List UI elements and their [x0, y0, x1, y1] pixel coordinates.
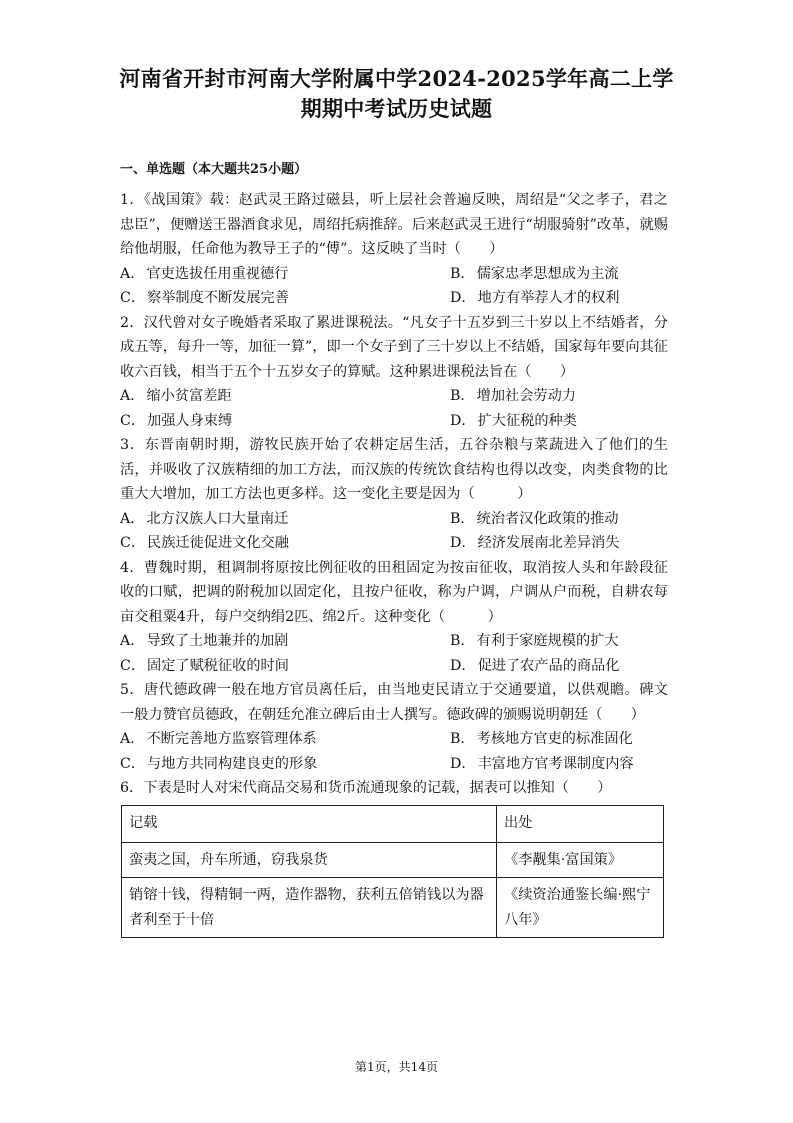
- option-key: D．: [450, 657, 476, 674]
- option-text: 地方有举荐人才的权利: [477, 290, 620, 306]
- question-6: [120, 776, 668, 801]
- option-b[interactable]: [450, 507, 668, 532]
- option-b[interactable]: [450, 384, 668, 409]
- option-key: A．: [120, 510, 145, 527]
- option-key: C．: [120, 412, 146, 429]
- table-cell: 《续资治通鉴长编·熙宁八年》: [497, 878, 664, 938]
- table-cell: 销镕十钱，得精铜一两，造作器物，获利五倍销钱以为器者利至于十倍: [122, 878, 497, 938]
- option-text: 有利于家庭规模的扩大: [476, 633, 619, 649]
- question-1: [120, 188, 668, 311]
- option-c[interactable]: [120, 531, 450, 556]
- option-text: 经济发展南北差异消失: [477, 535, 620, 551]
- option-d[interactable]: [450, 531, 668, 556]
- option-key: D．: [450, 412, 476, 429]
- exam-title-line-1: 河南省开封市河南大学附属中学2024-2025学年高二上学: [119, 66, 674, 91]
- option-key: A．: [120, 633, 145, 649]
- option-key: B．: [450, 731, 475, 747]
- option-c[interactable]: [120, 654, 450, 679]
- option-key: A．: [120, 731, 145, 747]
- option-key: B．: [450, 388, 475, 404]
- option-text: 与地方共同构建良吏的形象: [147, 755, 318, 772]
- option-c[interactable]: [120, 409, 450, 434]
- option-text: 固定了赋税征收的时间: [147, 657, 289, 674]
- record-table: [121, 805, 664, 939]
- page-number-footer: 第1页，共14页: [355, 1060, 438, 1074]
- option-a[interactable]: [120, 262, 450, 287]
- option-text: 缩小贫富差距: [146, 388, 232, 404]
- option-text: 不断完善地方监察管理体系: [146, 731, 317, 747]
- option-list: [120, 507, 668, 556]
- option-key: B．: [450, 510, 475, 527]
- option-key: C．: [120, 535, 146, 551]
- option-text: 儒家忠孝思想成为主流: [476, 265, 619, 282]
- question-3: [120, 433, 668, 556]
- option-key: D．: [450, 755, 476, 772]
- option-text: 察举制度不断发展完善: [147, 290, 289, 306]
- question-stem: 1．《战国策》载：赵武灵王路过磁县，听上层社会普遍反映，周绍是“父之孝子，君之忠臣”，便赠送王器酒食求见，周绍托病推辞。后来赵武灵王进行“胡服骑射”改革，就赐给他胡服，任命他为教导王子的“傅”。这反映了当时（ ）: [120, 192, 668, 257]
- option-key: A．: [120, 265, 145, 282]
- option-key: D．: [450, 290, 476, 306]
- question-5: [120, 678, 668, 776]
- option-d[interactable]: [450, 752, 668, 777]
- question-4: [120, 556, 668, 679]
- option-key: C．: [120, 657, 146, 674]
- option-list: [120, 629, 668, 678]
- option-b[interactable]: [450, 629, 668, 654]
- option-key: B．: [450, 633, 475, 649]
- option-key: B．: [450, 265, 475, 282]
- option-b[interactable]: [450, 727, 668, 752]
- option-list: [120, 262, 668, 311]
- option-c[interactable]: [120, 752, 450, 777]
- option-text: 加强人身束缚: [147, 412, 233, 429]
- table-row: [122, 878, 664, 938]
- option-d[interactable]: [450, 654, 668, 679]
- option-text: 考核地方官吏的标准固化: [476, 731, 633, 747]
- option-text: 导致了土地兼并的加剧: [146, 633, 289, 649]
- option-d[interactable]: [450, 286, 668, 311]
- table-header-row: [122, 805, 664, 842]
- table-cell: 《李觏集·富国策》: [497, 842, 664, 878]
- option-text: 统治者汉化政策的推动: [476, 510, 619, 527]
- questions-area: [120, 188, 668, 938]
- option-c[interactable]: [120, 286, 450, 311]
- option-text: 促进了农产品的商品化: [477, 657, 620, 674]
- question-stem: 3．东晋南朝时期，游牧民族开始了农耕定居生活，五谷杂粮与菜蔬进入了他们的生活，并吸收了汉族精细的加工方法，而汉族的传统饮食结构也得以改变，肉类食物的比重大大增加，加工方法也更多样。这一变化主要是因为（ ）: [120, 437, 668, 502]
- option-b[interactable]: [450, 262, 668, 287]
- option-text: 民族迁徙促进文化交融: [147, 535, 289, 551]
- exam-title-line-2: 期期中考试历史试题: [300, 96, 493, 121]
- table-header-cell: 记载: [122, 805, 497, 842]
- option-text: 北方汉族人口大量南迁: [146, 510, 289, 527]
- question-2: [120, 311, 668, 434]
- question-stem: 2．汉代曾对女子晚婚者采取了累进课税法。“凡女子十五岁到三十岁以上不结婚者，分成五等，每升一等，加征一算”，即一个女子到了三十岁以上不结婚，国家每年要向其征收六百钱，相当于五个十五岁女子的算赋。这种累进课税法旨在（ ）: [120, 314, 668, 380]
- table-header-cell: 出处: [497, 805, 664, 842]
- question-stem: 6．下表是时人对宋代商品交易和货币流通现象的记载，据表可以推知（ ）: [120, 780, 612, 796]
- table-row: [122, 842, 664, 878]
- option-text: 扩大征税的种类: [477, 412, 577, 429]
- question-stem: 5．唐代德政碑一般在地方官员离任后，由当地吏民请立于交通要道，以供观瞻。碑文一般力赞官员德政，在朝廷允准立碑后由士人撰写。德政碑的颁赐说明朝廷（ ）: [120, 682, 668, 723]
- option-key: A．: [120, 388, 145, 404]
- option-a[interactable]: [120, 629, 450, 654]
- option-text: 丰富地方官考课制度内容: [477, 755, 634, 772]
- option-key: D．: [450, 535, 476, 551]
- question-stem: 4．曹魏时期，租调制将原按比例征收的田租固定为按亩征收，取消按人头和年龄段征收的口赋，把调的附税加以固定化，且按户征收，称为户调，户调从户而税，自耕农每亩交租粟4升，每户交纳绢2匹、绵2斤。这种变化（ ）: [120, 559, 668, 625]
- option-key: C．: [120, 755, 146, 772]
- section-heading: 一、单选题（本大题共25小题）: [120, 162, 308, 177]
- option-text: 官吏选拔任用重视德行: [146, 265, 289, 282]
- option-text: 增加社会劳动力: [476, 388, 576, 404]
- option-list: [120, 384, 668, 433]
- option-key: C．: [120, 290, 146, 306]
- option-d[interactable]: [450, 409, 668, 434]
- option-a[interactable]: [120, 507, 450, 532]
- option-a[interactable]: [120, 727, 450, 752]
- option-a[interactable]: [120, 384, 450, 409]
- option-list: [120, 727, 668, 776]
- table-cell: 蛮夷之国，舟车所通，窃我泉货: [122, 842, 497, 878]
